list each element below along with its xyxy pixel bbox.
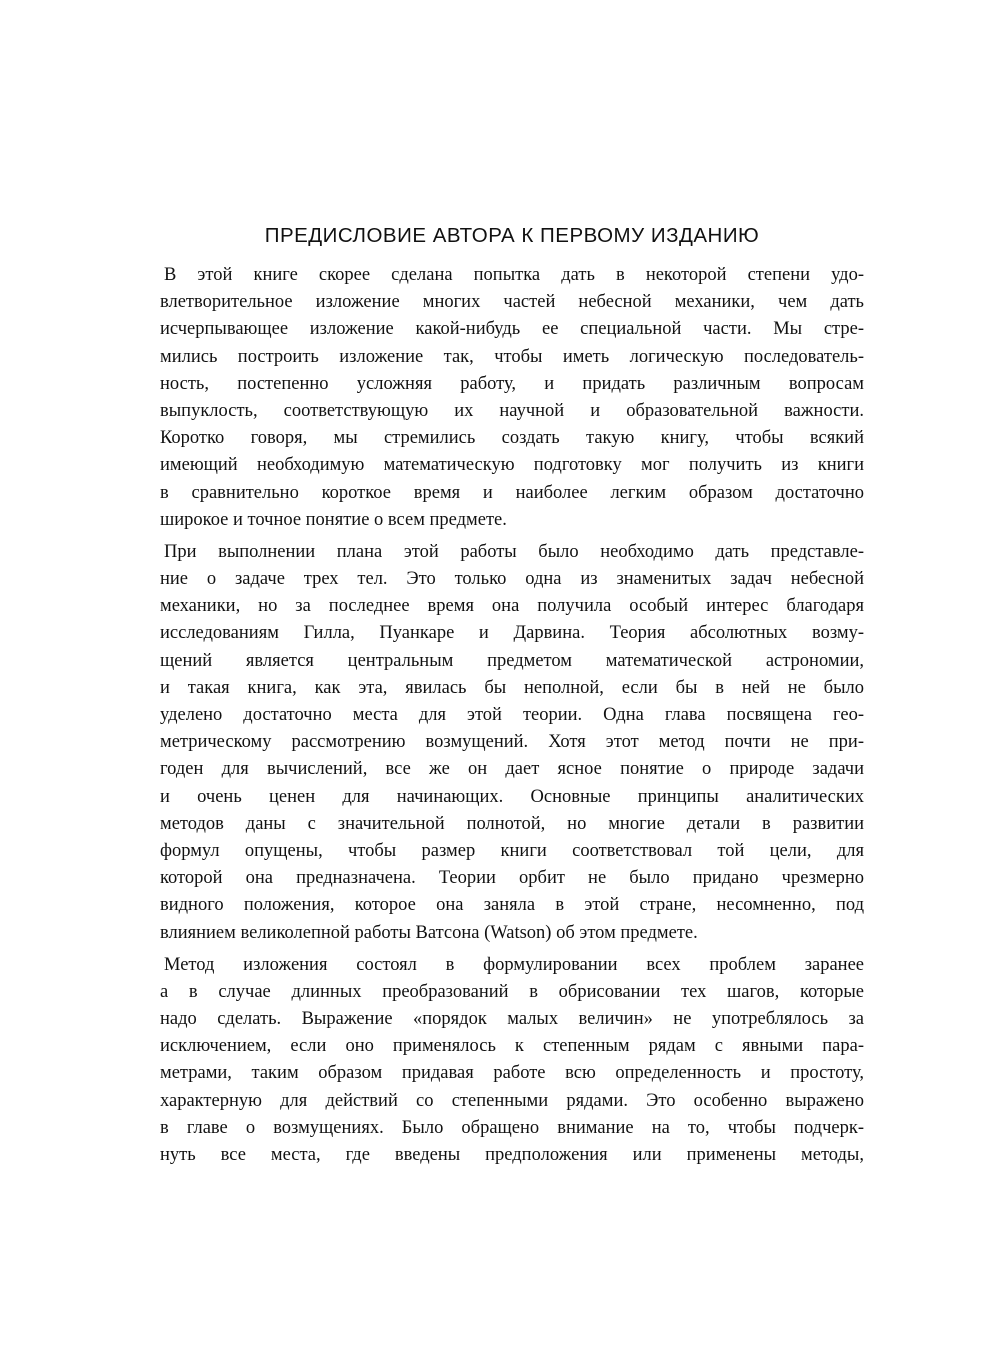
text-line: и такая книга, как эта, явилась бы неполной, если бы в ней не было (160, 677, 864, 698)
text-line: имеющий необходимую математическую подготовку мог получить из книги (160, 455, 864, 476)
text-line: метрическому рассмотрению возмущений. Хотя этот метод почти не при- (160, 732, 864, 753)
text-line: В этой книге скорее сделана попытка дать в некоторой степени удо- (164, 265, 864, 285)
text-line: надо сделать. Выражение «порядок малых величин» не употреблялось за (160, 1009, 864, 1030)
text-line: влетворительное изложение многих частей небесной механики, чем дать (160, 292, 864, 313)
text-line: мились построить изложение так, чтобы иметь логическую последователь- (160, 346, 864, 367)
text-line: и очень ценен для начинающих. Основные принципы аналитических (160, 786, 864, 807)
page-title: ПРЕДИСЛОВИЕ АВТОРА К ПЕРВОМУ ИЗДАНИЮ (264, 224, 760, 247)
text-line: ность, постепенно усложняя работу, и придать различным вопросам (160, 373, 864, 394)
text-line: При выполнении плана этой работы было необходимо дать представле- (164, 541, 864, 562)
paragraph-1 (160, 262, 864, 534)
paragraph-3 (160, 952, 864, 1170)
paragraph-2 (160, 539, 864, 947)
text-line: в сравнительно короткое время и наиболее легким образом достаточно (160, 482, 864, 503)
text-line: механики, но за последнее время она получила особый интерес благодаря (160, 596, 864, 617)
text-line: а в случае длинных преобразований в обрисовании тех шагов, которые (160, 981, 864, 1002)
text-line: исключением, если оно применялось к степенным рядам с явными пара- (160, 1036, 864, 1057)
text-line: нуть все места, где введены предположения или применены методы, (160, 1145, 864, 1165)
text-line: щений является центральным предметом математической астрономии, (160, 650, 864, 671)
text-line: исследованиям Гилла, Пуанкаре и Дарвина. Теория абсолютных возму- (160, 623, 864, 644)
text-line: в главе о возмущениях. Было обращено внимание на то, чтобы подчерк- (160, 1117, 864, 1138)
text-line: ние о задаче трех тел. Это только одна из знаменитых задач небесной (160, 569, 864, 590)
text-line: метрами, таким образом придавая работе всю определенность и простоту, (160, 1063, 864, 1084)
text-line: характерную для действий со степенными рядами. Это особенно выражено (160, 1090, 864, 1111)
text-line: Метод изложения состоял в формулировании всех проблем заранее (164, 954, 864, 975)
text-line: Коротко говоря, мы стремились создать такую книгу, чтобы всякий (160, 428, 864, 449)
text-line: видного положения, которое она заняла в этой стране, несомненно, под (160, 895, 864, 916)
text-line: исчерпывающее изложение какой-нибудь ее специальной части. Мы стре- (160, 319, 864, 340)
document-page (160, 222, 864, 1174)
text-line: широкое и точное понятие о всем предмете. (160, 509, 507, 530)
text-line: которой она предназначена. Теории орбит не было придано чрезмерно (160, 868, 864, 889)
text-line: выпуклость, соответствующую их научной и образовательной важности. (160, 400, 864, 421)
text-line: годен для вычислений, все же он дает ясное понятие о природе задачи (160, 759, 864, 780)
text-line: влиянием великолепной работы Ватсона (Watson) об этом предмете. (160, 922, 698, 943)
text-line: уделено достаточно места для этой теории. Одна глава посвящена гео- (160, 705, 864, 725)
text-line: формул опущены, чтобы размер книги соответствовал той цели, для (160, 840, 864, 861)
text-line: методов даны с значительной полнотой, но многие детали в развитии (160, 813, 864, 834)
